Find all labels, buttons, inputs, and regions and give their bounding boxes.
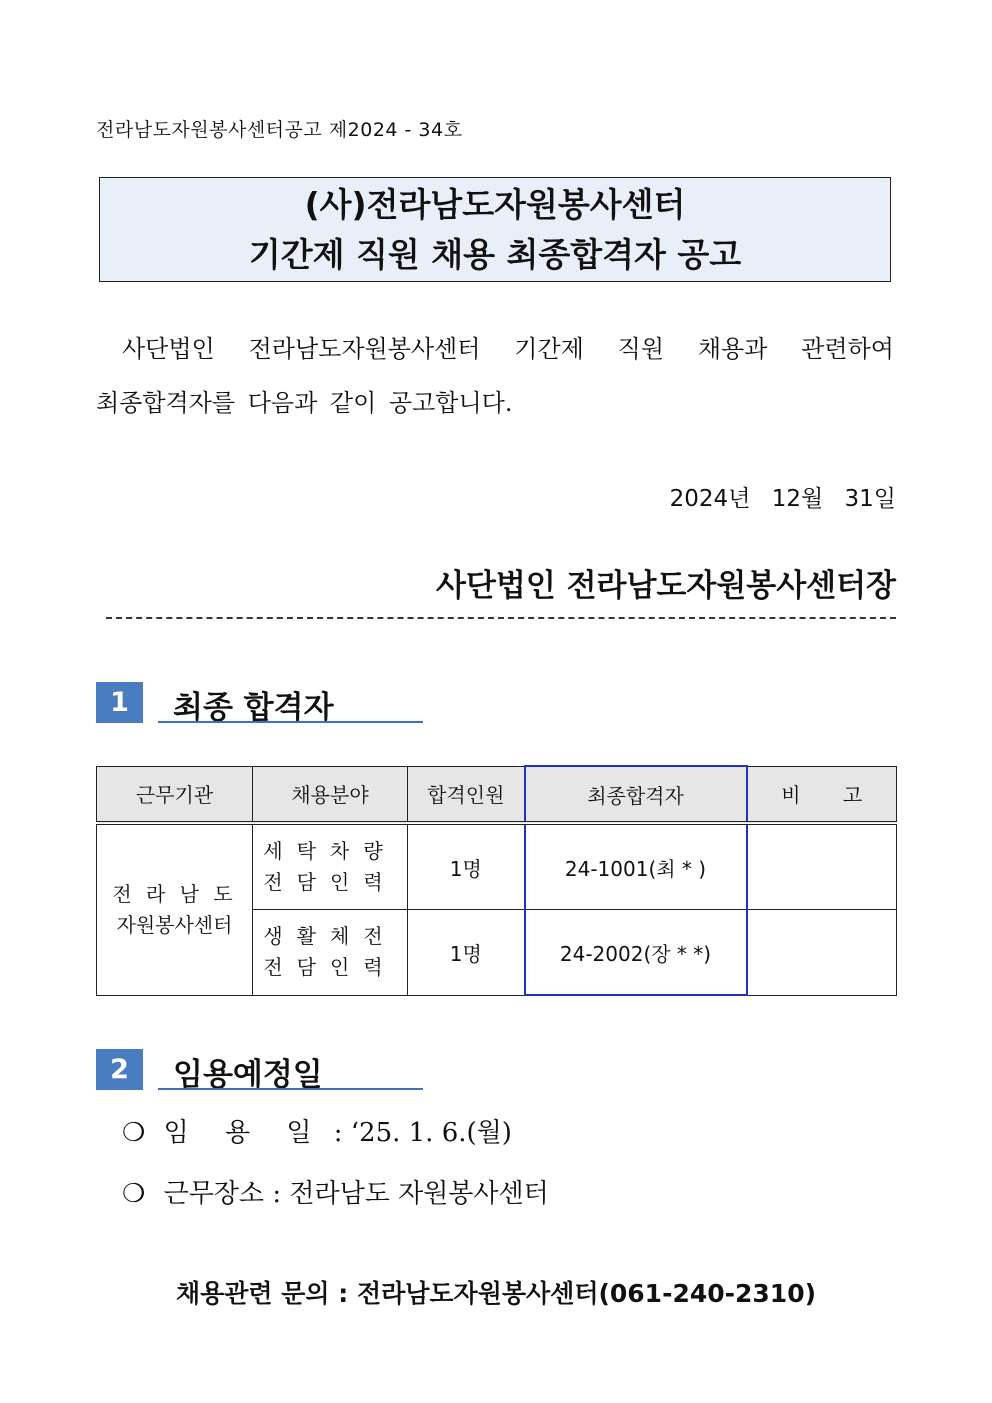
header-count: 합격인원: [408, 766, 525, 823]
passer-cell: 24-1001(최 * ): [525, 823, 747, 910]
title-line-2: 기간제 직원 채용 최종합격자 공고: [248, 235, 742, 274]
results-table: [96, 765, 897, 996]
org-cell: 전 라 남 도 자원봉사센터: [97, 823, 253, 995]
dashed-divider: [106, 617, 896, 619]
contact-info: 채용관련 문의 : 전라남도자원봉사센터(061-240-2310): [175, 1279, 817, 1308]
section-2-underline: [158, 1088, 423, 1090]
intro-line-1: 사단법인 전라남도자원봉사센터 기간제 직원 채용과 관련하여: [122, 335, 894, 363]
intro-paragraph: [96, 322, 894, 430]
section-1-underline: [158, 721, 423, 723]
workplace-item: ❍ 근무장소 : 전라남도 자원봉사센터: [122, 1179, 549, 1209]
header-note: 비 고: [747, 766, 897, 823]
bullet-icon: ❍: [122, 1179, 146, 1209]
notice-number: 전라남도자원봉사센터공고 제2024 - 34호: [96, 119, 463, 141]
bullet-icon: ❍: [122, 1118, 146, 1148]
field-cell: 생활체전 전담인력: [253, 910, 408, 996]
signatory: 사단법인 전라남도자원봉사센터장: [436, 568, 896, 604]
section-1-number: 1: [96, 682, 143, 723]
section-2-number: 2: [96, 1049, 143, 1090]
passer-cell: 24-2002(장 * *): [525, 910, 747, 996]
count-cell: 1명: [408, 910, 525, 996]
table-row: [97, 823, 897, 910]
note-cell: [747, 910, 897, 996]
field-cell: 세탁차량 전담인력: [253, 823, 408, 910]
table-header-row: [97, 766, 897, 823]
intro-line-2: 최종합격자를 다음과 같이 공고합니다.: [96, 389, 513, 417]
count-cell: 1명: [408, 823, 525, 910]
header-org: 근무기관: [97, 766, 253, 823]
title-line-1: (사)전라남도자원봉사센터: [304, 185, 686, 224]
header-passer: 최종합격자: [525, 766, 747, 823]
section-1-title: 최종 합격자: [173, 690, 334, 726]
note-cell: [747, 823, 897, 910]
header-field: 채용분야: [253, 766, 408, 823]
announcement-date: 2024년 12월 31일: [669, 486, 896, 512]
title-box: [99, 177, 891, 282]
section-2-title: 임용예정일: [173, 1057, 323, 1093]
appointment-date-item: ❍ 임 용 일 : ‘25. 1. 6.(월): [122, 1118, 512, 1148]
